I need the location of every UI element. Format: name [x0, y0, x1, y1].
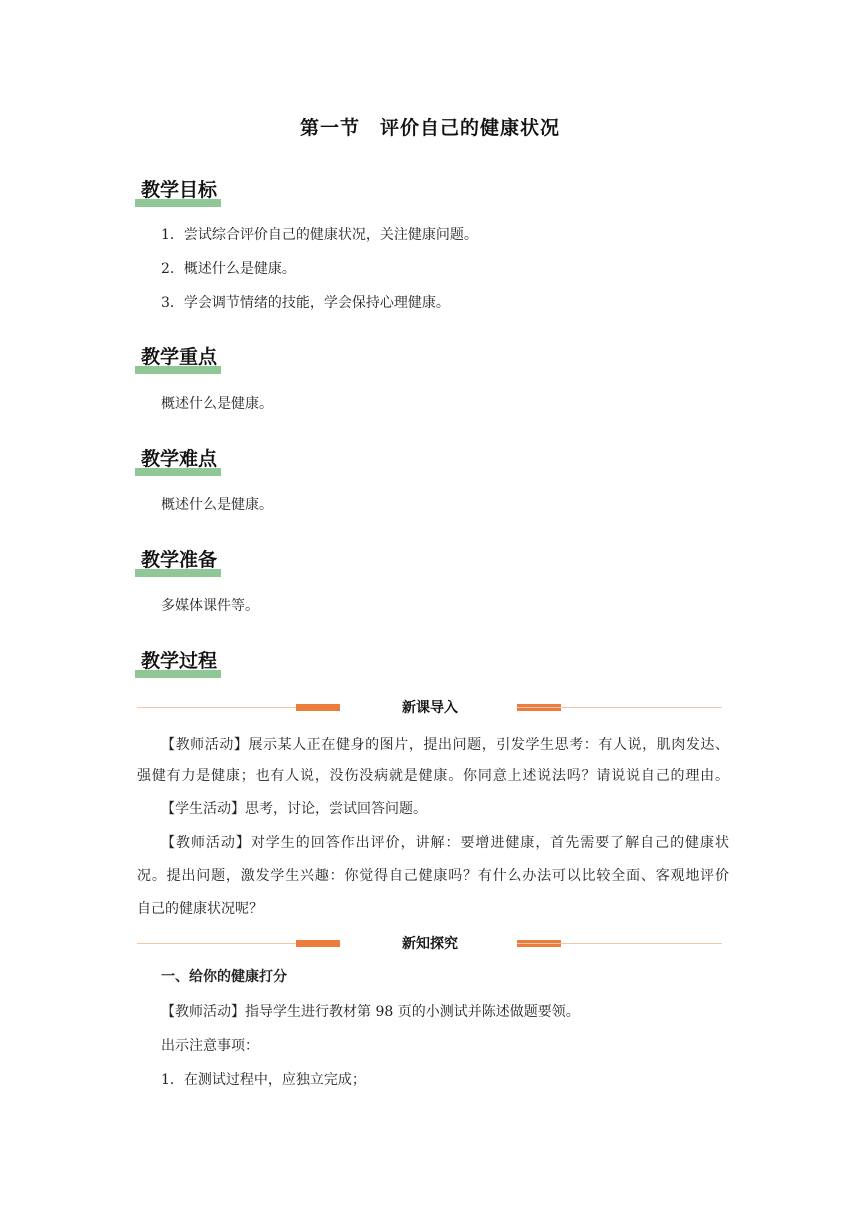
- section-heading-preparation: 教学准备: [135, 547, 221, 577]
- section-heading-process: 教学过程: [135, 648, 221, 678]
- difficulties-text: 概述什么是健康。: [161, 497, 273, 513]
- page-title: 第一节 评价自己的健康状况: [299, 117, 560, 139]
- paragraph-line: 强健有力是健康；也有人说，没伤没病就是健康。你同意上述说法吗？请说说自己的理由。: [137, 768, 729, 784]
- divider-accent: [296, 940, 340, 947]
- divider-line: [517, 707, 722, 708]
- divider-line: [517, 943, 722, 944]
- subsection-title: 一、给你的健康打分: [161, 969, 287, 985]
- section-heading-objectives: 教学目标: [135, 177, 221, 207]
- objective-item: 1．尝试综合评价自己的健康状况，关注健康问题。: [161, 227, 478, 243]
- paragraph-line: 1．在测试过程中，应独立完成；: [161, 1072, 366, 1088]
- paragraph-line: 【教师活动】展示某人正在健身的图片，提出问题，引发学生思考：有人说，肌肉发达、: [161, 737, 729, 753]
- subsection-divider-intro: [137, 698, 722, 718]
- objective-item: 3．学会调节情绪的技能，学会保持心理健康。: [161, 295, 450, 311]
- paragraph-line: 自己的健康状况呢？: [137, 901, 263, 917]
- divider-accent: [296, 704, 340, 711]
- divider-label: 新知探究: [402, 936, 458, 952]
- paragraph-line: 出示注意事项：: [161, 1038, 259, 1054]
- preparation-text: 多媒体课件等。: [161, 598, 259, 614]
- divider-label: 新课导入: [402, 700, 458, 716]
- key-points-text: 概述什么是健康。: [161, 396, 273, 412]
- subsection-divider-explore: [137, 934, 722, 954]
- paragraph-line: 【学生活动】思考，讨论，尝试回答问题。: [161, 801, 427, 817]
- section-heading-key-points: 教学重点: [135, 344, 221, 374]
- objective-item: 2．概述什么是健康。: [161, 261, 296, 277]
- section-heading-difficulties: 教学难点: [135, 446, 221, 476]
- paragraph-line: 【教师活动】指导学生进行教材第 98 页的小测试并陈述做题要领。: [161, 1004, 580, 1020]
- paragraph-line: 【教师活动】对学生的回答作出评价，讲解：要增进健康，首先需要了解自己的健康状: [161, 835, 729, 851]
- paragraph-line: 况。提出问题，激发学生兴趣：你觉得自己健康吗？有什么办法可以比较全面、客观地评价: [137, 868, 729, 884]
